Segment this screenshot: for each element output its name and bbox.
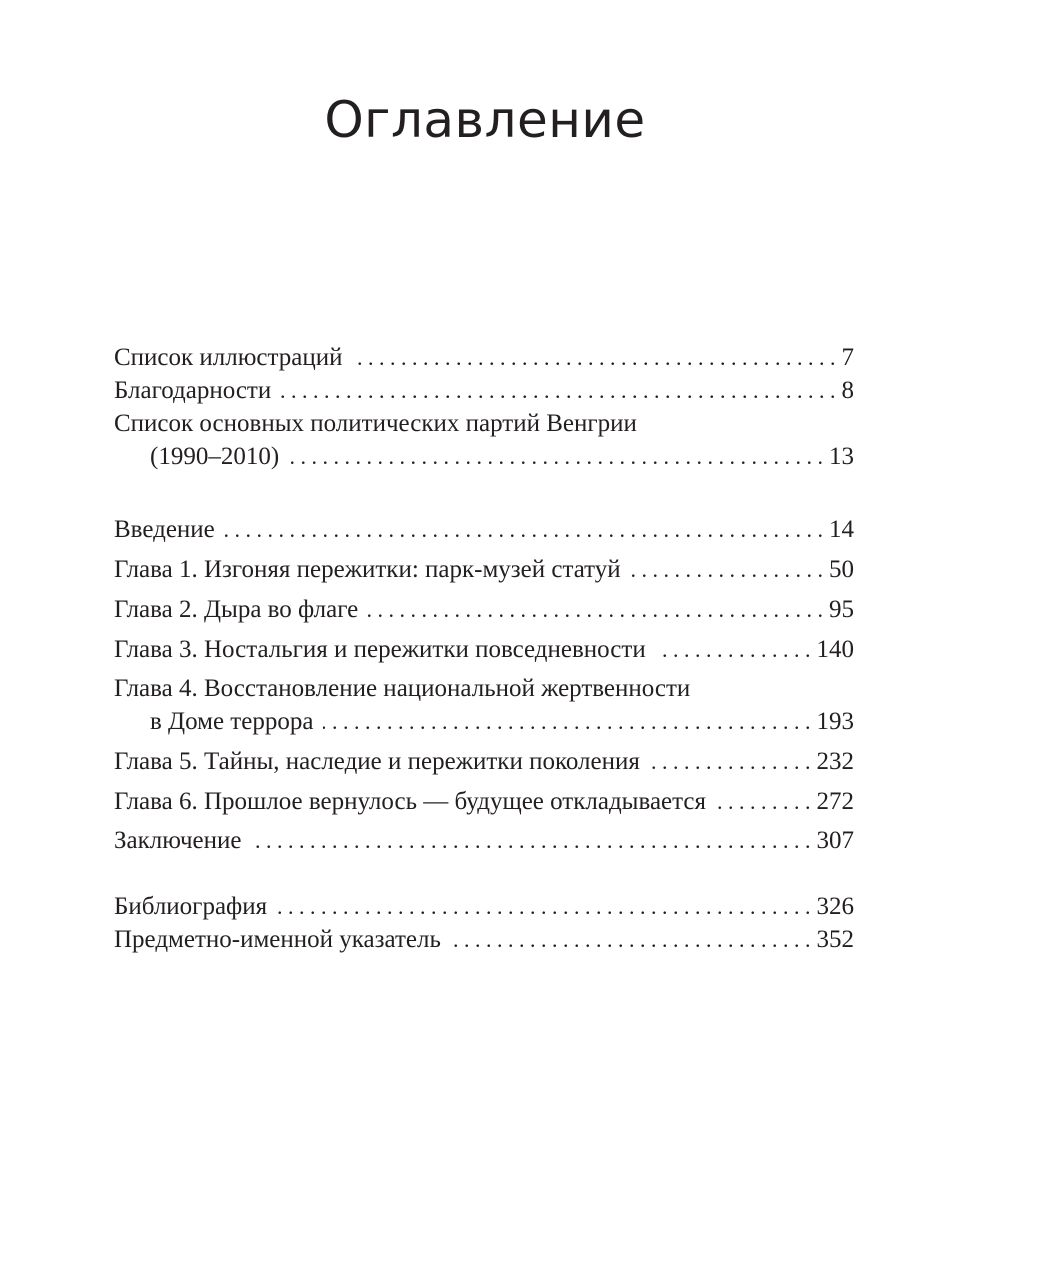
dot-leader: [281, 374, 835, 407]
toc-entry-chapter-4[interactable]: [114, 672, 854, 705]
toc-entry-title: Библиография: [114, 893, 268, 920]
toc-page-number: 7: [841, 344, 854, 371]
toc-page-number: 13: [829, 443, 854, 470]
toc-entry-title: Введение: [114, 516, 215, 543]
dot-leader: [353, 341, 836, 374]
toc-entry-parties[interactable]: [114, 407, 854, 440]
toc-entry-chapter-4-continued[interactable]: [114, 705, 854, 738]
dot-leader: [650, 745, 811, 778]
toc-page-number: 14: [829, 516, 854, 543]
toc-page-number: 140: [816, 636, 854, 663]
toc-page-number: 307: [816, 827, 854, 854]
dot-leader: [631, 553, 823, 586]
toc-entry-acknowledgements[interactable]: [114, 374, 854, 407]
toc-entry-title: Глава 1. Изгоняя пережитки: парк-музей статуй: [114, 556, 621, 583]
dot-leader: [368, 593, 823, 626]
toc-entry-title: Глава 2. Дыра во флаге: [114, 596, 359, 623]
toc-entry-title: Глава 5. Тайны, наследие и пережитки поколения: [114, 748, 640, 775]
page-title: Оглавление: [324, 91, 646, 149]
toc-page-number: 326: [816, 893, 854, 920]
dot-leader: [323, 705, 810, 738]
toc-entry-title: Глава 6. Прошлое вернулось — будущее откладывается: [114, 788, 706, 815]
toc-page-number: 232: [816, 748, 854, 775]
toc-entry-chapter-5[interactable]: [114, 745, 854, 778]
toc-entry-index[interactable]: [114, 923, 854, 956]
toc-entry-conclusion[interactable]: [114, 824, 854, 857]
toc-page-number: 95: [829, 596, 854, 623]
toc-page-number: 272: [816, 788, 854, 815]
toc-entry-title: Глава 3. Ностальгия и пережитки повседневности: [114, 636, 646, 663]
toc-page-number: 352: [816, 926, 854, 953]
toc-entry-title: Благодарности: [114, 377, 272, 404]
toc-entry-title: Заключение: [114, 827, 242, 854]
dot-leader: [252, 824, 811, 857]
toc-entry-title: Список иллюстраций: [114, 344, 343, 371]
toc-page-number: 193: [816, 708, 854, 735]
toc-page-number: 8: [841, 377, 854, 404]
toc-entry-title-continued: (1990–2010): [150, 443, 280, 470]
dot-leader: [289, 440, 823, 473]
dot-leader: [656, 633, 811, 666]
dot-leader: [716, 785, 811, 818]
toc-entry-chapter-2[interactable]: [114, 593, 854, 626]
dot-leader: [225, 513, 823, 546]
toc-page-number: 50: [829, 556, 854, 583]
toc-entry-title: Список основных политических партий Венгрии: [114, 410, 637, 437]
toc-entry-illustrations[interactable]: [114, 341, 854, 374]
toc-entry-chapter-1[interactable]: [114, 553, 854, 586]
toc-entry-chapter-3[interactable]: [114, 633, 854, 666]
dot-leader: [451, 923, 811, 956]
toc-entry-title-continued: в Доме террора: [150, 708, 314, 735]
toc-entry-chapter-6[interactable]: [114, 785, 854, 818]
toc-entry-parties-continued[interactable]: [114, 440, 854, 473]
toc-entry-title: Глава 4. Восстановление национальной жертвенности: [114, 675, 691, 702]
toc-entry-introduction[interactable]: [114, 513, 854, 546]
toc-entry-title: Предметно-именной указатель: [114, 926, 441, 953]
toc-entry-bibliography[interactable]: [114, 890, 854, 923]
dot-leader: [277, 890, 810, 923]
